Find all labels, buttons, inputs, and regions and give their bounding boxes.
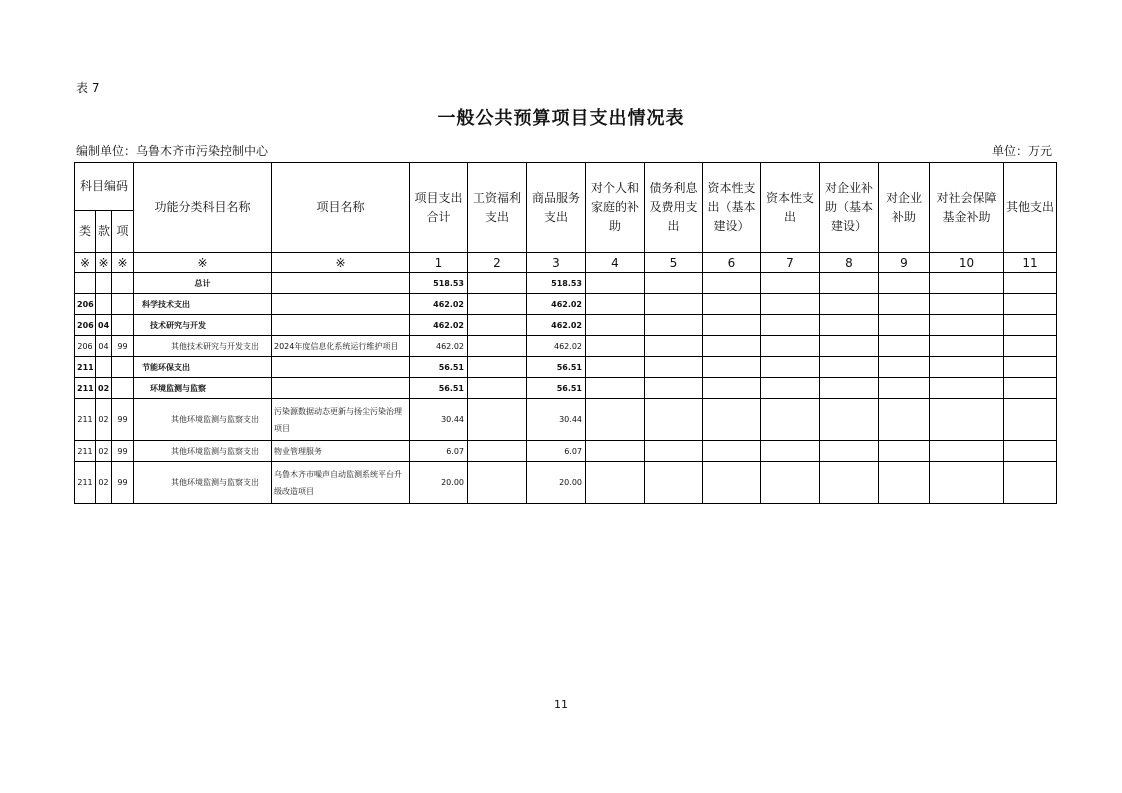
header-col-8: 对企业补助（基本建设） <box>820 163 879 253</box>
cell-social-security <box>930 357 1004 378</box>
header-col-6: 资本性支出（基本建设） <box>703 163 761 253</box>
cell-xiang <box>112 294 134 315</box>
page-title: 一般公共预算项目支出情况表 <box>437 108 685 129</box>
marker-lei: ※ <box>75 253 96 273</box>
cell-xiang: 99 <box>112 441 134 462</box>
cell-lei: 206 <box>75 336 96 357</box>
header-col-3: 商品服务支出 <box>527 163 586 253</box>
cell-capital <box>761 378 820 399</box>
cell-individual-subsidy <box>586 315 645 336</box>
cell-lei: 211 <box>75 399 96 441</box>
table-row <box>75 357 1057 378</box>
cell-salary <box>468 294 527 315</box>
cell-capital-basic <box>703 315 761 336</box>
cell-enterprise <box>879 462 930 504</box>
cell-function-name: 节能环保支出 <box>134 357 272 378</box>
marker-function: ※ <box>134 253 272 273</box>
cell-social-security <box>930 315 1004 336</box>
cell-enterprise <box>879 294 930 315</box>
compiling-unit: 编制单位：乌鲁木齐市污染控制中心 <box>76 144 269 158</box>
col-number-7: 7 <box>761 253 820 273</box>
page-number: 11 <box>554 698 568 711</box>
cell-capital <box>761 399 820 441</box>
cell-other <box>1004 399 1057 441</box>
cell-salary <box>468 378 527 399</box>
cell-enterprise-basic <box>820 273 879 294</box>
cell-social-security <box>930 273 1004 294</box>
cell-other <box>1004 336 1057 357</box>
marker-kuan: ※ <box>96 253 112 273</box>
cell-kuan: 02 <box>96 378 112 399</box>
cell-social-security <box>930 399 1004 441</box>
cell-debt-interest <box>645 462 703 504</box>
expenditure-table <box>74 162 1057 504</box>
cell-kuan: 02 <box>96 441 112 462</box>
col-number-11: 11 <box>1004 253 1057 273</box>
cell-project-name: 物业管理服务 <box>272 441 410 462</box>
cell-capital <box>761 315 820 336</box>
cell-goods-services: 462.02 <box>527 315 586 336</box>
cell-enterprise <box>879 399 930 441</box>
table-row <box>75 462 1057 504</box>
cell-enterprise-basic <box>820 378 879 399</box>
cell-total: 20.00 <box>410 462 468 504</box>
cell-debt-interest <box>645 378 703 399</box>
cell-project-name <box>272 294 410 315</box>
cell-total: 56.51 <box>410 357 468 378</box>
cell-capital-basic <box>703 294 761 315</box>
cell-total: 462.02 <box>410 336 468 357</box>
cell-project-name <box>272 273 410 294</box>
cell-xiang <box>112 357 134 378</box>
cell-other <box>1004 462 1057 504</box>
col-number-1: 1 <box>410 253 468 273</box>
header-col-2: 工资福利支出 <box>468 163 527 253</box>
cell-capital-basic <box>703 378 761 399</box>
header-col-5: 债务利息及费用支出 <box>645 163 703 253</box>
cell-debt-interest <box>645 399 703 441</box>
cell-salary <box>468 315 527 336</box>
table-row <box>75 294 1057 315</box>
cell-function-name: 其他环境监测与监察支出 <box>134 441 272 462</box>
table-number: 表 7 <box>76 81 100 95</box>
cell-enterprise <box>879 441 930 462</box>
cell-enterprise-basic <box>820 441 879 462</box>
cell-project-name <box>272 315 410 336</box>
cell-lei: 211 <box>75 441 96 462</box>
cell-salary <box>468 336 527 357</box>
cell-total: 462.02 <box>410 315 468 336</box>
cell-enterprise-basic <box>820 399 879 441</box>
cell-social-security <box>930 378 1004 399</box>
cell-kuan: 04 <box>96 315 112 336</box>
cell-capital-basic <box>703 357 761 378</box>
cell-debt-interest <box>645 273 703 294</box>
header-code-group: 科目编码 <box>75 163 134 211</box>
marker-xiang: ※ <box>112 253 134 273</box>
cell-enterprise <box>879 378 930 399</box>
cell-enterprise-basic <box>820 294 879 315</box>
header-col-10: 对社会保障基金补助 <box>930 163 1004 253</box>
cell-total: 56.51 <box>410 378 468 399</box>
table-row <box>75 273 1057 294</box>
cell-salary <box>468 273 527 294</box>
cell-debt-interest <box>645 336 703 357</box>
cell-capital <box>761 294 820 315</box>
cell-function-name: 科学技术支出 <box>134 294 272 315</box>
col-number-3: 3 <box>527 253 586 273</box>
cell-function-name: 技术研究与开发 <box>134 315 272 336</box>
cell-xiang <box>112 378 134 399</box>
cell-lei: 211 <box>75 462 96 504</box>
cell-salary <box>468 441 527 462</box>
header-col-4: 对个人和家庭的补助 <box>586 163 645 253</box>
cell-salary <box>468 399 527 441</box>
cell-social-security <box>930 336 1004 357</box>
cell-individual-subsidy <box>586 462 645 504</box>
cell-project-name: 2024年度信息化系统运行维护项目 <box>272 336 410 357</box>
cell-goods-services: 20.00 <box>527 462 586 504</box>
cell-other <box>1004 294 1057 315</box>
cell-enterprise-basic <box>820 336 879 357</box>
cell-goods-services: 462.02 <box>527 336 586 357</box>
cell-function-name: 其他环境监测与监察支出 <box>134 399 272 441</box>
cell-enterprise <box>879 273 930 294</box>
col-number-4: 4 <box>586 253 645 273</box>
cell-xiang <box>112 273 134 294</box>
cell-kuan: 02 <box>96 399 112 441</box>
cell-function-name: 其他环境监测与监察支出 <box>134 462 272 504</box>
cell-project-name <box>272 357 410 378</box>
cell-kuan <box>96 294 112 315</box>
cell-individual-subsidy <box>586 399 645 441</box>
currency-unit: 单位：万元 <box>991 144 1052 158</box>
cell-kuan <box>96 273 112 294</box>
cell-other <box>1004 273 1057 294</box>
header-col-9: 对企业补助 <box>879 163 930 253</box>
cell-enterprise-basic <box>820 462 879 504</box>
cell-lei: 206 <box>75 294 96 315</box>
cell-individual-subsidy <box>586 273 645 294</box>
header-lei: 类 <box>75 211 96 253</box>
cell-enterprise <box>879 357 930 378</box>
cell-total: 518.53 <box>410 273 468 294</box>
cell-project-name <box>272 378 410 399</box>
cell-debt-interest <box>645 294 703 315</box>
cell-project-name: 污染源数据动态更新与扬尘污染治理项目 <box>272 399 410 441</box>
col-number-6: 6 <box>703 253 761 273</box>
header-col-7: 资本性支出 <box>761 163 820 253</box>
cell-capital <box>761 441 820 462</box>
cell-other <box>1004 441 1057 462</box>
cell-other <box>1004 315 1057 336</box>
cell-goods-services: 56.51 <box>527 378 586 399</box>
header-kuan: 款 <box>96 211 112 253</box>
cell-individual-subsidy <box>586 336 645 357</box>
col-number-10: 10 <box>930 253 1004 273</box>
table-row <box>75 441 1057 462</box>
cell-individual-subsidy <box>586 294 645 315</box>
cell-individual-subsidy <box>586 441 645 462</box>
cell-capital-basic <box>703 399 761 441</box>
cell-enterprise-basic <box>820 315 879 336</box>
cell-function-name: 其他技术研究与开发支出 <box>134 336 272 357</box>
cell-enterprise <box>879 336 930 357</box>
cell-capital-basic <box>703 462 761 504</box>
cell-goods-services: 56.51 <box>527 357 586 378</box>
cell-lei: 211 <box>75 378 96 399</box>
marker-project: ※ <box>272 253 410 273</box>
col-number-5: 5 <box>645 253 703 273</box>
col-number-2: 2 <box>468 253 527 273</box>
cell-kuan <box>96 357 112 378</box>
cell-other <box>1004 378 1057 399</box>
cell-debt-interest <box>645 441 703 462</box>
cell-total: 6.07 <box>410 441 468 462</box>
table-row <box>75 336 1057 357</box>
cell-goods-services: 518.53 <box>527 273 586 294</box>
cell-other <box>1004 357 1057 378</box>
cell-xiang: 99 <box>112 336 134 357</box>
cell-capital-basic <box>703 336 761 357</box>
cell-goods-services: 462.02 <box>527 294 586 315</box>
cell-salary <box>468 462 527 504</box>
col-number-8: 8 <box>820 253 879 273</box>
cell-debt-interest <box>645 357 703 378</box>
cell-enterprise <box>879 315 930 336</box>
cell-function-name: 总计 <box>134 273 272 294</box>
col-number-9: 9 <box>879 253 930 273</box>
cell-social-security <box>930 441 1004 462</box>
cell-enterprise-basic <box>820 357 879 378</box>
cell-individual-subsidy <box>586 357 645 378</box>
table-row <box>75 399 1057 441</box>
cell-project-name: 乌鲁木齐市噪声自动监测系统平台升级改造项目 <box>272 462 410 504</box>
cell-total: 462.02 <box>410 294 468 315</box>
cell-capital-basic <box>703 273 761 294</box>
cell-kuan: 04 <box>96 336 112 357</box>
cell-goods-services: 30.44 <box>527 399 586 441</box>
cell-xiang: 99 <box>112 399 134 441</box>
header-col-1: 项目支出合计 <box>410 163 468 253</box>
cell-total: 30.44 <box>410 399 468 441</box>
header-function-name: 功能分类科目名称 <box>134 163 272 253</box>
cell-salary <box>468 357 527 378</box>
cell-xiang: 99 <box>112 462 134 504</box>
table-row <box>75 378 1057 399</box>
cell-individual-subsidy <box>586 378 645 399</box>
table-row <box>75 315 1057 336</box>
cell-lei <box>75 273 96 294</box>
cell-lei: 206 <box>75 315 96 336</box>
cell-capital <box>761 462 820 504</box>
cell-capital <box>761 336 820 357</box>
cell-lei: 211 <box>75 357 96 378</box>
cell-goods-services: 6.07 <box>527 441 586 462</box>
cell-debt-interest <box>645 315 703 336</box>
cell-capital-basic <box>703 441 761 462</box>
cell-kuan: 02 <box>96 462 112 504</box>
cell-social-security <box>930 462 1004 504</box>
cell-capital <box>761 357 820 378</box>
cell-social-security <box>930 294 1004 315</box>
header-project-name: 项目名称 <box>272 163 410 253</box>
header-col-11: 其他支出 <box>1004 163 1057 253</box>
cell-capital <box>761 273 820 294</box>
cell-function-name: 环境监测与监察 <box>134 378 272 399</box>
cell-xiang <box>112 315 134 336</box>
header-xiang: 项 <box>112 211 134 253</box>
